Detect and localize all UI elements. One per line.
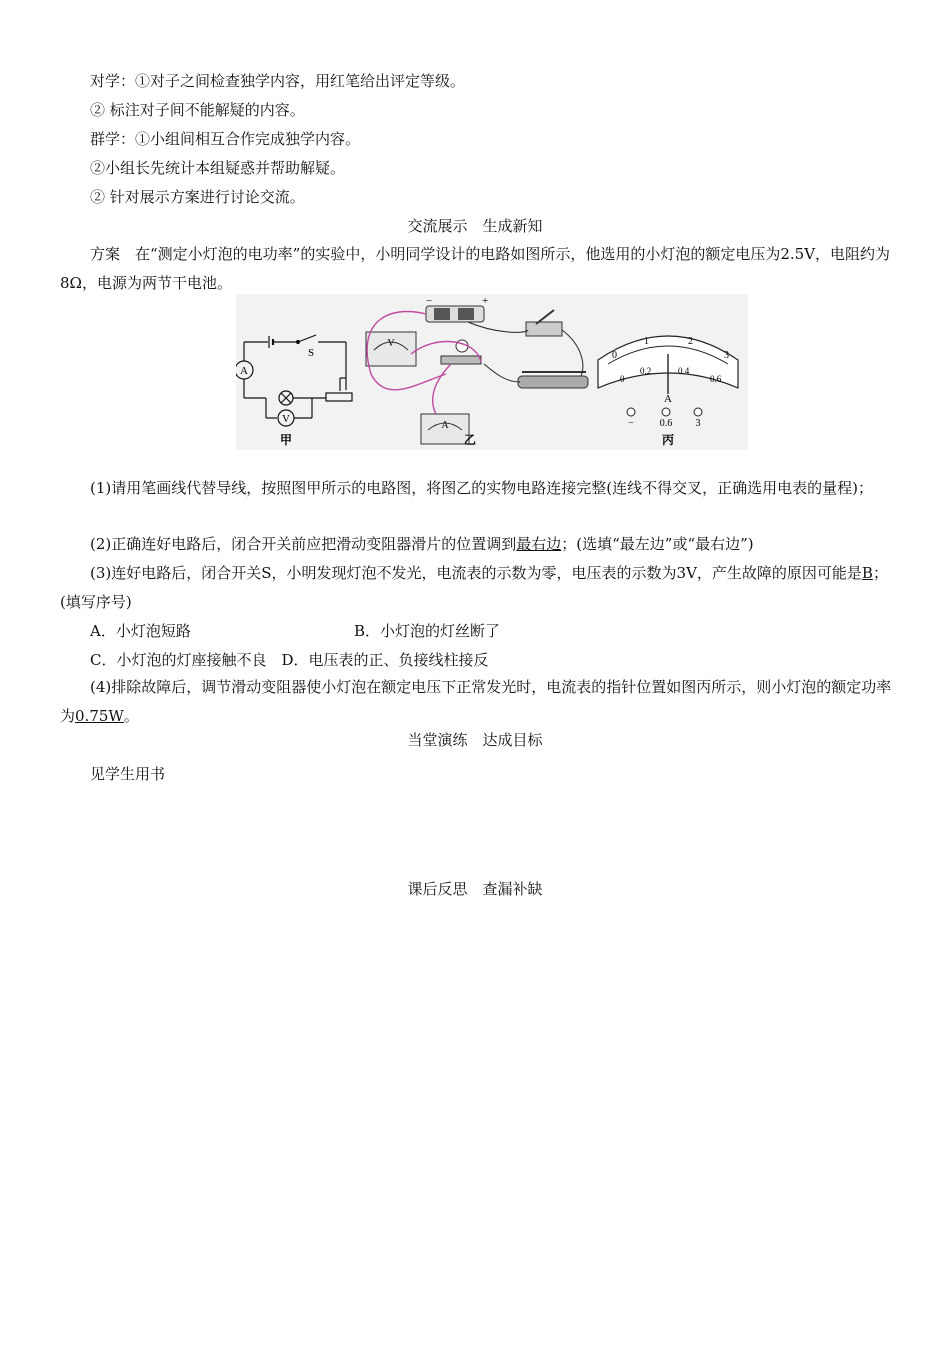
ammeter-label-jia: A bbox=[240, 365, 248, 377]
pair-study-line-2: ② 标注对子间不能解疑的内容。 bbox=[90, 101, 305, 119]
section-title-exchange: 交流展示 生成新知 bbox=[407, 217, 543, 235]
terminal-minus: − bbox=[628, 418, 634, 429]
section-title-reflection: 课后反思 查漏补缺 bbox=[407, 880, 543, 898]
group-study-line-1: 群学：①小组间相互合作完成独学内容。 bbox=[90, 130, 361, 148]
dial-bottom-tick-3: 0.6 bbox=[710, 374, 722, 384]
switch-label: S bbox=[307, 347, 315, 359]
question-4-answer: 0.75W bbox=[75, 707, 124, 725]
terminal-3: 3 bbox=[695, 418, 701, 429]
question-2-text: (2)正确连好电路后，闭合开关前应把滑动变阻器滑片的位置调到 bbox=[90, 535, 517, 553]
dial-bottom-tick-1: 0.2 bbox=[640, 366, 652, 376]
dial-bottom-tick-2: 0.4 bbox=[678, 366, 690, 376]
question-4-end: 。 bbox=[123, 707, 139, 725]
question-4-text: (4)排除故障后，调节滑动变阻器使小灯泡在额定电压下正常发光时，电流表的指针位置如图丙所示，则小灯泡的额定功率为 bbox=[60, 678, 892, 725]
figure-label-jia: 甲 bbox=[279, 433, 293, 447]
ammeter-label-yi: A bbox=[441, 420, 449, 431]
question-2-answer: 最右边 bbox=[516, 535, 562, 553]
question-3 bbox=[60, 559, 892, 617]
dial-top-tick-2: 2 bbox=[688, 336, 693, 347]
scheme-paragraph: 方案 在“测定小灯泡的电功率”的实验中，小明同学设计的电路如图所示，他选用的小灯泡的额定电压为2.5V，电阻约为8Ω，电源为两节干电池。 bbox=[60, 245, 891, 292]
circuit-figure bbox=[236, 294, 748, 450]
question-3-answer: B bbox=[861, 564, 873, 582]
question-2 bbox=[60, 530, 892, 559]
option-a: A．小灯泡短路 bbox=[90, 622, 191, 640]
dial-top-tick-3: 3 bbox=[724, 350, 729, 361]
group-study-line-3: ② 针对展示方案进行讨论交流。 bbox=[90, 188, 305, 206]
see-student-book: 见学生用书 bbox=[90, 765, 166, 783]
option-b: B．小灯泡的灯丝断了 bbox=[354, 622, 501, 640]
question-3-text: (3)连好电路后，闭合开关S，小明发现灯泡不发光，电流表的示数为零，电压表的示数为3V，产生故障的原因可能是 bbox=[90, 564, 862, 582]
section-title-practice: 当堂演练 达成目标 bbox=[407, 731, 543, 749]
question-2-hint: ；(选填“最左边”或“最右边”) bbox=[561, 535, 754, 553]
dial-bottom-tick-0: 0 bbox=[620, 374, 625, 384]
battery-plus-label: + bbox=[482, 295, 489, 307]
question-1: (1)请用笔画线代替导线，按照图甲所示的电路图，将图乙的实物电路连接完整(连线不得交叉，正确选用电表的量程)； bbox=[90, 479, 873, 497]
dial-top-tick-0: 0 bbox=[612, 350, 617, 361]
question-3-hint: ；(填写序号) bbox=[60, 564, 888, 611]
figure-label-bing: 丙 bbox=[661, 433, 675, 447]
dial-meter-letter: A bbox=[664, 393, 672, 405]
voltmeter-label-jia: V bbox=[282, 413, 290, 425]
dial-top-tick-1: 1 bbox=[644, 336, 649, 347]
voltmeter-label-yi: V bbox=[387, 338, 395, 349]
question-4 bbox=[60, 673, 892, 731]
option-c-d: C．小灯泡的灯座接触不良 D．电压表的正、负接线柱接反 bbox=[90, 651, 489, 669]
battery-minus-label: − bbox=[426, 295, 433, 307]
terminal-0-6: 0.6 bbox=[659, 418, 673, 429]
figure-label-yi: 乙 bbox=[463, 433, 477, 447]
pair-study-line-1: 对学：①对子之间检查独学内容，用红笔给出评定等级。 bbox=[90, 72, 466, 90]
group-study-line-2: ②小组长先统计本组疑惑并帮助解疑。 bbox=[90, 159, 346, 177]
